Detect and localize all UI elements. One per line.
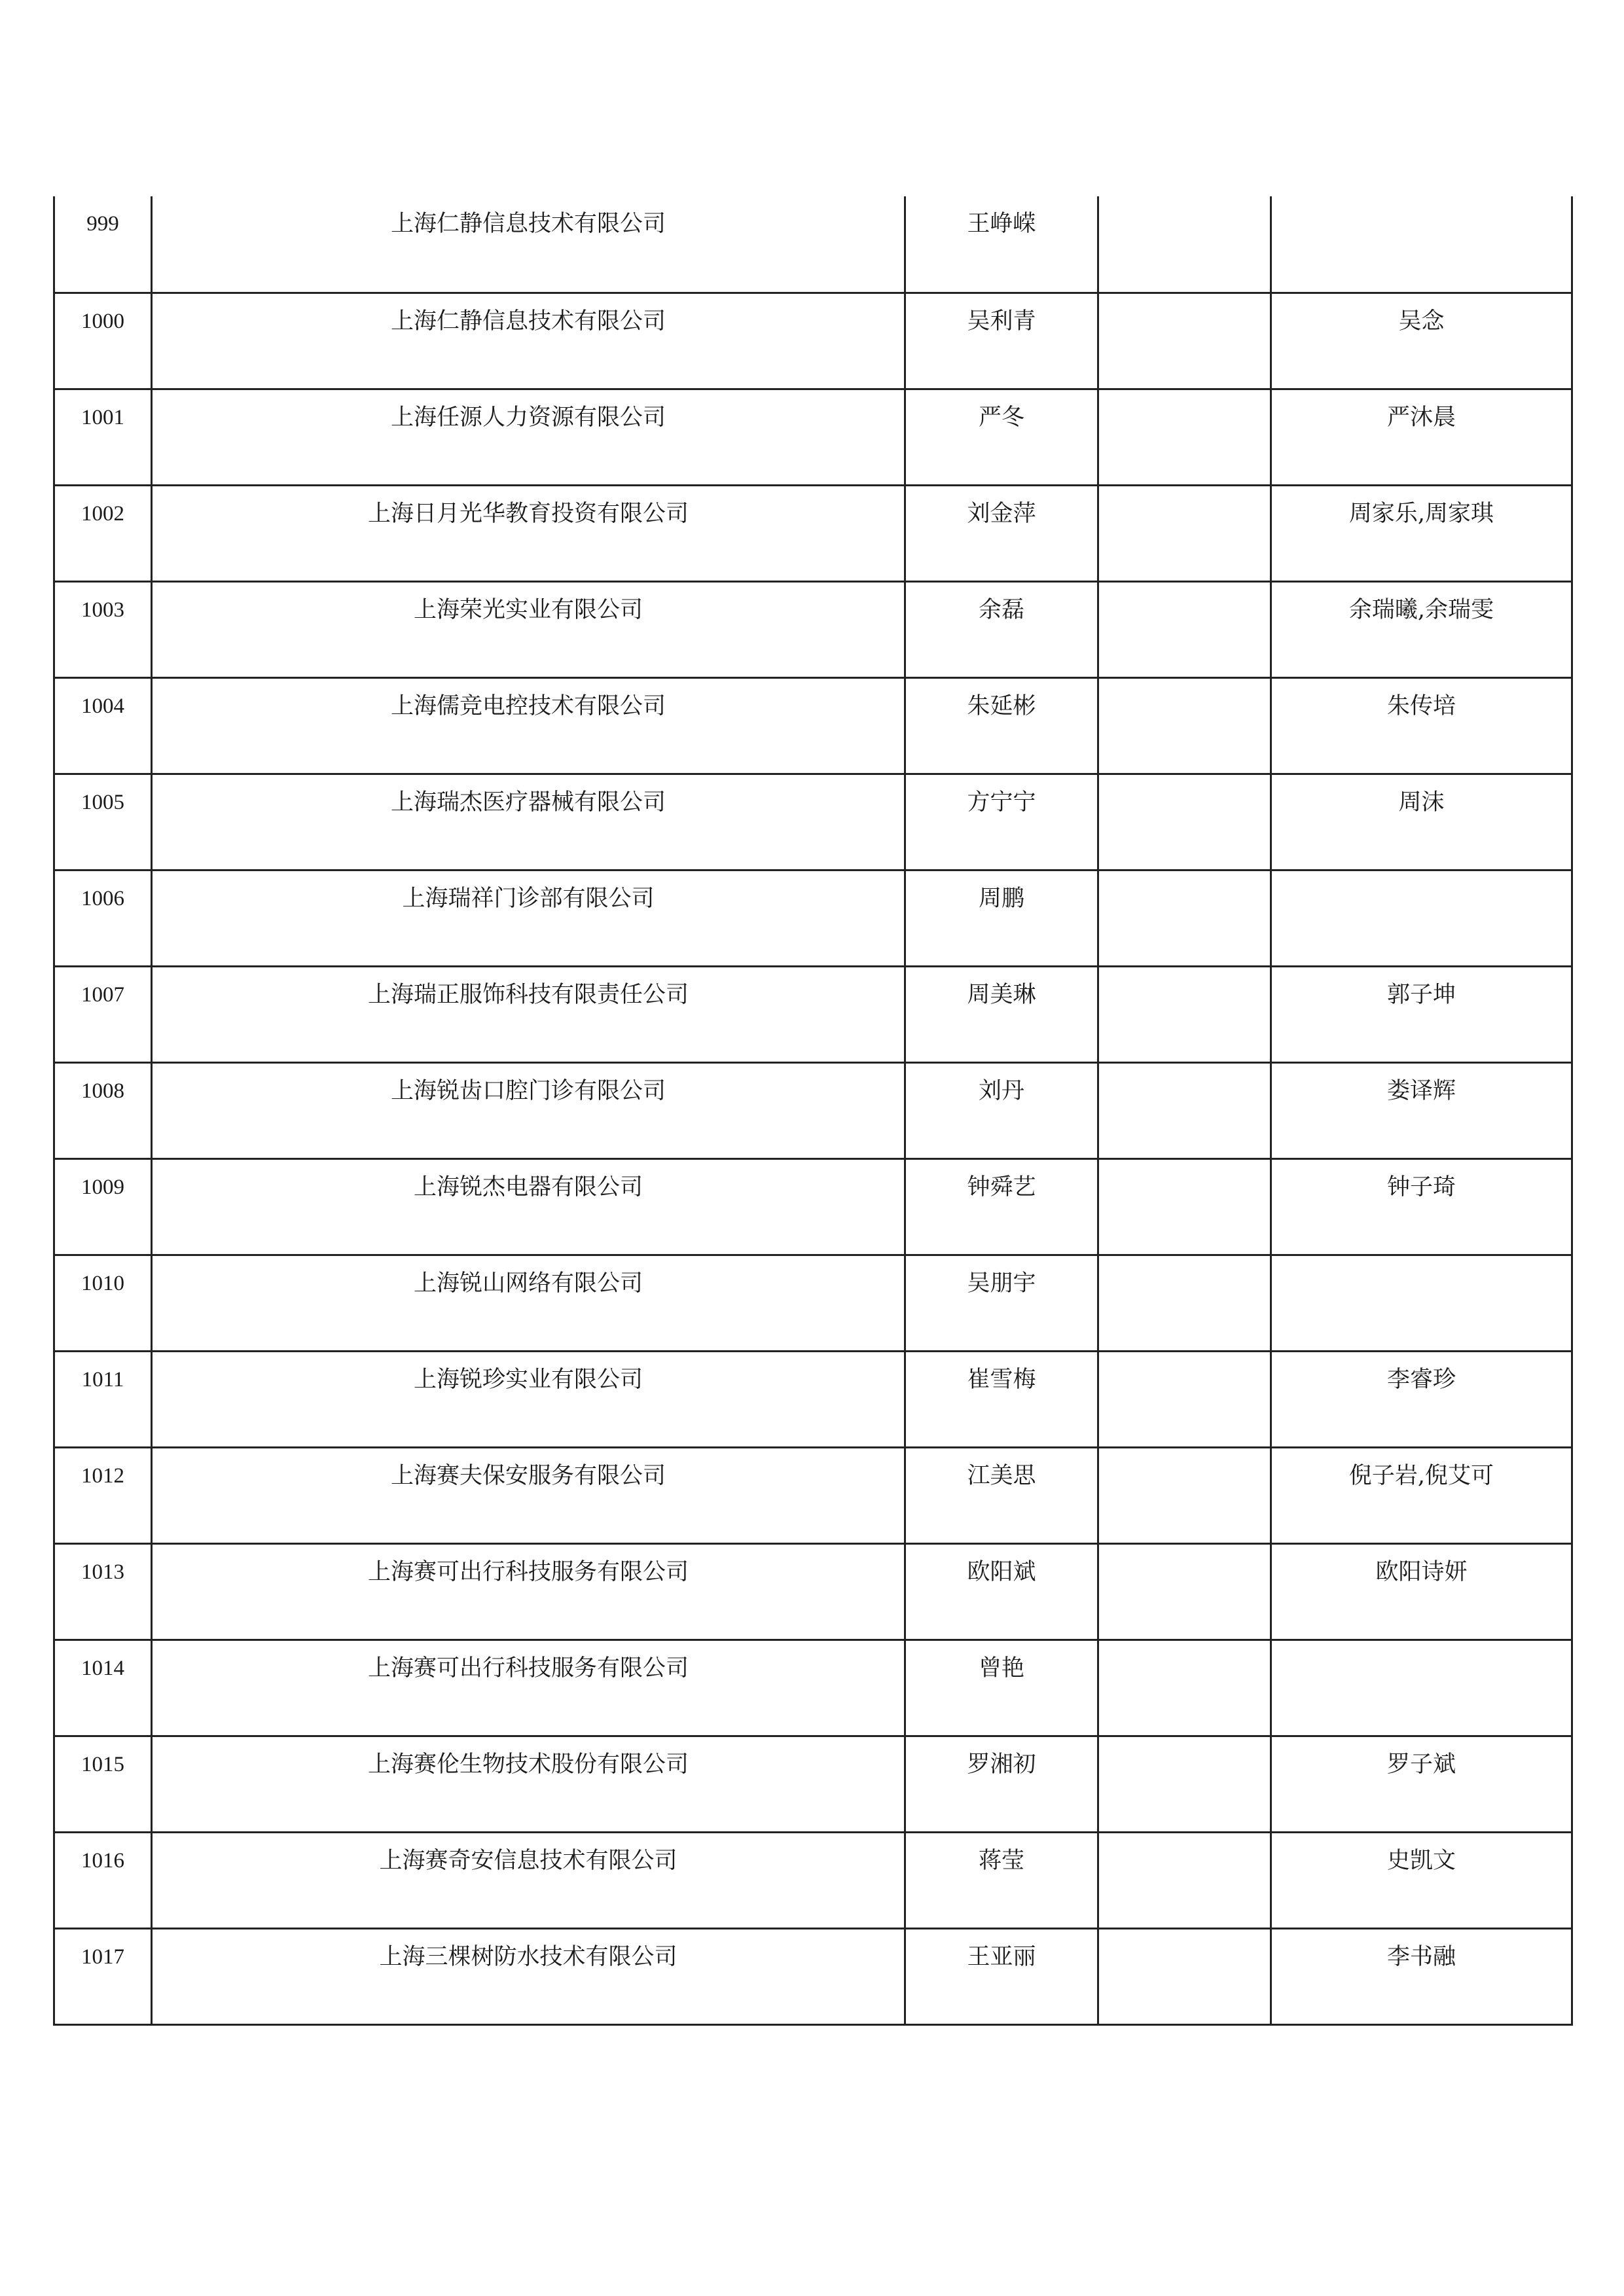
blank-cell [1098, 1832, 1271, 1928]
blank-cell [1098, 677, 1271, 774]
row-number-cell: 1001 [54, 389, 152, 485]
company-name-cell: 上海赛伦生物技术股份有限公司 [152, 1736, 905, 1832]
blank-cell [1098, 196, 1271, 293]
company-name-cell: 上海锐齿口腔门诊有限公司 [152, 1062, 905, 1158]
blank-cell [1098, 1447, 1271, 1543]
company-name-cell: 上海赛可出行科技服务有限公司 [152, 1543, 905, 1640]
employee-name-cell: 钟舜艺 [905, 1158, 1098, 1255]
child-names-cell: 欧阳诗妍 [1271, 1543, 1572, 1640]
row-number-cell: 1000 [54, 293, 152, 389]
child-names-cell: 周家乐,周家琪 [1271, 485, 1572, 581]
company-name-cell: 上海三棵树防水技术有限公司 [152, 1928, 905, 2024]
employee-name-cell: 周美琳 [905, 966, 1098, 1062]
table-row [54, 1158, 1572, 1255]
child-names-cell: 严沐晨 [1271, 389, 1572, 485]
company-name-cell: 上海仁静信息技术有限公司 [152, 293, 905, 389]
employee-name-cell: 吴利青 [905, 293, 1098, 389]
child-names-cell: 朱传培 [1271, 677, 1572, 774]
table-row [54, 485, 1572, 581]
company-name-cell: 上海日月光华教育投资有限公司 [152, 485, 905, 581]
table-row [54, 293, 1572, 389]
company-name-cell: 上海任源人力资源有限公司 [152, 389, 905, 485]
table-row [54, 966, 1572, 1062]
child-names-cell [1271, 1640, 1572, 1736]
company-name-cell: 上海锐山网络有限公司 [152, 1255, 905, 1351]
child-names-cell: 罗子斌 [1271, 1736, 1572, 1832]
employee-name-cell: 罗湘初 [905, 1736, 1098, 1832]
row-number-cell: 1014 [54, 1640, 152, 1736]
row-number-cell: 1011 [54, 1351, 152, 1447]
table-row [54, 1736, 1572, 1832]
child-names-cell [1271, 196, 1572, 293]
employee-name-cell: 江美思 [905, 1447, 1098, 1543]
company-name-cell: 上海儒竞电控技术有限公司 [152, 677, 905, 774]
table-row [54, 774, 1572, 870]
company-name-cell: 上海瑞杰医疗器械有限公司 [152, 774, 905, 870]
blank-cell [1098, 1255, 1271, 1351]
table-row [54, 581, 1572, 677]
row-number-cell: 1003 [54, 581, 152, 677]
employee-name-cell: 王亚丽 [905, 1928, 1098, 2024]
blank-cell [1098, 870, 1271, 966]
company-name-cell: 上海仁静信息技术有限公司 [152, 196, 905, 293]
table-row [54, 196, 1572, 293]
child-names-cell [1271, 870, 1572, 966]
roster-table-body [54, 196, 1572, 2024]
blank-cell [1098, 1351, 1271, 1447]
blank-cell [1098, 293, 1271, 389]
row-number-cell: 1017 [54, 1928, 152, 2024]
row-number-cell: 1015 [54, 1736, 152, 1832]
child-names-cell: 郭子坤 [1271, 966, 1572, 1062]
table-row [54, 1351, 1572, 1447]
child-names-cell: 史凯文 [1271, 1832, 1572, 1928]
employee-name-cell: 朱延彬 [905, 677, 1098, 774]
employee-name-cell: 严冬 [905, 389, 1098, 485]
document-page [53, 196, 1571, 2026]
child-names-cell: 吴念 [1271, 293, 1572, 389]
blank-cell [1098, 1928, 1271, 2024]
child-names-cell: 余瑞曦,余瑞雯 [1271, 581, 1572, 677]
employee-name-cell: 刘金萍 [905, 485, 1098, 581]
employee-name-cell: 方宁宁 [905, 774, 1098, 870]
table-row [54, 1062, 1572, 1158]
employee-name-cell: 余磊 [905, 581, 1098, 677]
company-name-cell: 上海赛奇安信息技术有限公司 [152, 1832, 905, 1928]
company-name-cell: 上海赛夫保安服务有限公司 [152, 1447, 905, 1543]
blank-cell [1098, 485, 1271, 581]
row-number-cell: 1012 [54, 1447, 152, 1543]
blank-cell [1098, 774, 1271, 870]
table-row [54, 1832, 1572, 1928]
blank-cell [1098, 389, 1271, 485]
table-row [54, 1928, 1572, 2024]
row-number-cell: 1010 [54, 1255, 152, 1351]
row-number-cell: 1006 [54, 870, 152, 966]
child-names-cell: 钟子琦 [1271, 1158, 1572, 1255]
row-number-cell: 1008 [54, 1062, 152, 1158]
table-row [54, 389, 1572, 485]
child-names-cell: 李睿珍 [1271, 1351, 1572, 1447]
roster-table [53, 196, 1573, 2026]
employee-name-cell: 周鹏 [905, 870, 1098, 966]
child-names-cell: 周沫 [1271, 774, 1572, 870]
child-names-cell [1271, 1255, 1572, 1351]
table-row [54, 1447, 1572, 1543]
table-row [54, 1543, 1572, 1640]
employee-name-cell: 曾艳 [905, 1640, 1098, 1736]
blank-cell [1098, 1543, 1271, 1640]
employee-name-cell: 蒋莹 [905, 1832, 1098, 1928]
row-number-cell: 1009 [54, 1158, 152, 1255]
blank-cell [1098, 1158, 1271, 1255]
employee-name-cell: 王峥嵘 [905, 196, 1098, 293]
employee-name-cell: 吴朋宇 [905, 1255, 1098, 1351]
row-number-cell: 1004 [54, 677, 152, 774]
table-row [54, 677, 1572, 774]
table-row [54, 870, 1572, 966]
row-number-cell: 1007 [54, 966, 152, 1062]
blank-cell [1098, 1640, 1271, 1736]
row-number-cell: 1005 [54, 774, 152, 870]
employee-name-cell: 欧阳斌 [905, 1543, 1098, 1640]
company-name-cell: 上海赛可出行科技服务有限公司 [152, 1640, 905, 1736]
employee-name-cell: 崔雪梅 [905, 1351, 1098, 1447]
employee-name-cell: 刘丹 [905, 1062, 1098, 1158]
row-number-cell: 1013 [54, 1543, 152, 1640]
table-row [54, 1640, 1572, 1736]
blank-cell [1098, 1062, 1271, 1158]
blank-cell [1098, 581, 1271, 677]
row-number-cell: 1016 [54, 1832, 152, 1928]
child-names-cell: 李书融 [1271, 1928, 1572, 2024]
row-number-cell: 999 [54, 196, 152, 293]
blank-cell [1098, 1736, 1271, 1832]
table-row [54, 1255, 1572, 1351]
company-name-cell: 上海瑞正服饰科技有限责任公司 [152, 966, 905, 1062]
child-names-cell: 娄译辉 [1271, 1062, 1572, 1158]
child-names-cell: 倪子岩,倪艾可 [1271, 1447, 1572, 1543]
company-name-cell: 上海锐珍实业有限公司 [152, 1351, 905, 1447]
company-name-cell: 上海瑞祥门诊部有限公司 [152, 870, 905, 966]
row-number-cell: 1002 [54, 485, 152, 581]
company-name-cell: 上海锐杰电器有限公司 [152, 1158, 905, 1255]
company-name-cell: 上海荣光实业有限公司 [152, 581, 905, 677]
blank-cell [1098, 966, 1271, 1062]
